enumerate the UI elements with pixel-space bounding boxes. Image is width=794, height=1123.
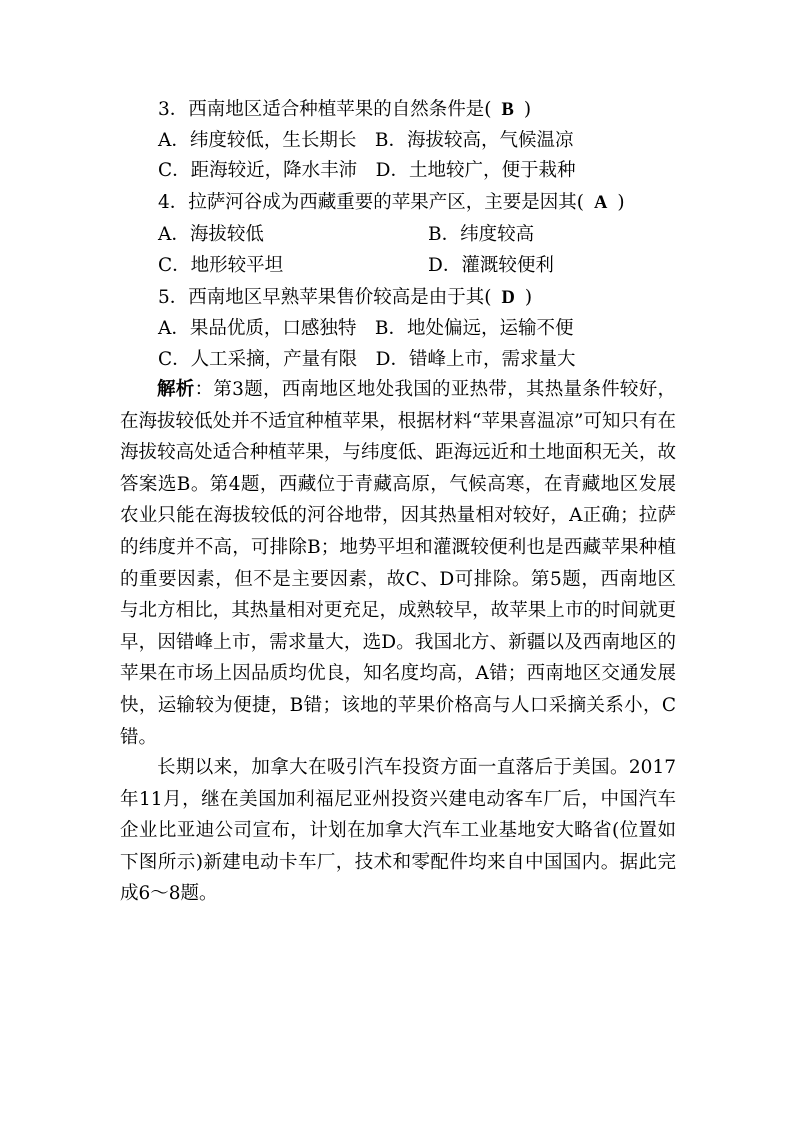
analysis-body: ：第3题，西南地区地处我国的亚热带，其热量条件较好，在海拔较低处并不适宜种植苹果，根据材料“苹果喜温凉”可知只有在海拔较高处适合种植苹果，与纬度低、距海远近和土地面积无关，故答案选B。第4题，西藏位于青藏高原，气候高寒，在青藏地区发展农业只能在海拔较低的河谷地带，因其热量相对较好，A正确；拉萨的纬度并不高，可排除B；地势平坦和灌溉较便利也是西藏苹果种植的重要因素，但不是主要因素，故C、D可排除。第5题，西南地区与北方相比，其热量相对更充足，成熟较早，故苹果上市的时间就更早，因错峰上市，需求量大，选D。我国北方、新疆以及西南地区的苹果在市场上因品质均优良，知名度均高，A错；西南地区交通发展快，运输较为便捷，B错；该地的苹果价格高与人口采摘关系小，C错。 — [120, 379, 676, 748]
question-5-options-row-1: A．果品优质，口感独特 B．地处偏远，运输不便 — [158, 318, 574, 339]
question-4-option-b: B．纬度较高 — [428, 224, 535, 245]
question-4-prefix: 4．拉萨河谷成为西藏重要的苹果产区，主要是因其( — [158, 192, 584, 213]
question-4-option-d: D．灌溉较便利 — [428, 255, 554, 276]
question-4-option-c: C．地形较平坦 — [158, 255, 284, 276]
question-5-prefix: 5．西南地区早熟苹果售价较高是由于其( — [158, 287, 492, 308]
question-4-stem — [158, 190, 625, 216]
question-3-suffix: ) — [523, 99, 532, 120]
question-4-suffix: ) — [617, 192, 625, 213]
analysis-label: 解析 — [157, 379, 195, 400]
question-5-stem — [158, 285, 532, 311]
question-3-stem — [158, 97, 531, 123]
question-5-options-row-2: C．人工采摘，产量有限 D．错峰上市，需求量大 — [158, 349, 576, 370]
analysis-paragraph — [120, 374, 676, 753]
question-5-answer: D — [501, 288, 515, 308]
question-3-answer: B — [501, 100, 514, 120]
question-3-options-row-1: A．纬度较低，生长期长 B．海拔较高，气候温凉 — [158, 130, 574, 151]
question-4-answer: A — [594, 193, 608, 213]
question-3-prefix: 3．西南地区适合种植苹果的自然条件是( — [158, 99, 492, 120]
passage-paragraph: 长期以来，加拿大在吸引汽车投资方面一直落后于美国。2017年11月，继在美国加利福尼亚州投资兴建电动客车厂后，中国汽车企业比亚迪公司宣布，计划在加拿大汽车工业基地安大略省(位置如下图所示)新建电动卡车厂，技术和零配件均来自中国国内。据此完成6～8题。 — [120, 757, 676, 905]
question-4-option-a: A．海拔较低 — [158, 224, 264, 245]
question-5-suffix: ) — [524, 287, 533, 308]
question-3-options-row-2: C．距海较近，降水丰沛 D．土地较广，便于栽种 — [158, 160, 576, 181]
